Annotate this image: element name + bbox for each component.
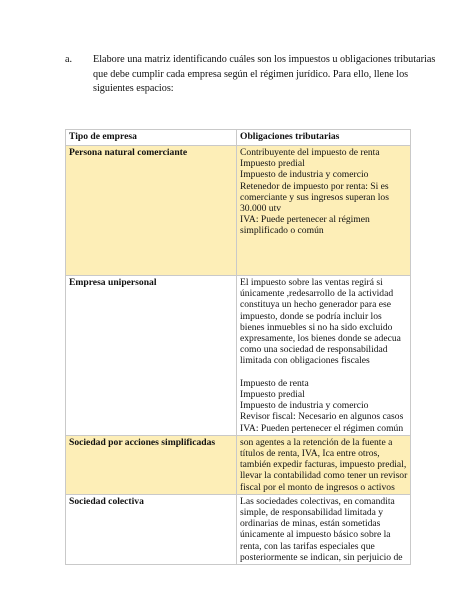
obligations-cell: El impuesto sobre las ventas regirá si únicamente ,redesarrollo de la actividad constituya un hecho generador para ese impuesto, donde se podría incluir los bienes inmuebles si no ha sido excluido expresamente, los bienes donde se adecua como una sociedad de responsabilidad limitada con obligaciones fiscales Impuesto de renta Impuesto predial Impuesto de industria y comercio Revisor fiscal: Necesario en algunos casos IVA: Pueden pertenecer el régimen común: [237, 276, 411, 436]
obligations-cell: son agentes a la retención de la fuente a títulos de renta, IVA, Ica entre otros, también expedir facturas, impuesto predial, llevar la contabilidad como tener un revisor fiscal por el monto de ingresos o activos: [237, 435, 411, 494]
table-header-row: [66, 130, 411, 146]
obligations-cell: Contribuyente del impuesto de renta Impuesto predial Impuesto de industria y comercio Retenedor de impuesto por renta: Si es comerciante y sus ingresos superan los 30.000 utv IVA: Puede pertenecer al régimen simplificado o común: [237, 146, 411, 276]
tax-obligations-matrix: [65, 129, 411, 565]
column-header-company-type: Tipo de empresa: [66, 130, 237, 146]
company-type-cell: Sociedad colectiva: [66, 494, 237, 564]
table-row: [66, 494, 411, 564]
instruction-line: Elabore una matriz identificando cuáles son los impuestos u obligaciones tributarias: [93, 54, 436, 65]
company-type-cell: Empresa unipersonal: [66, 276, 237, 436]
company-type-cell: Sociedad por acciones simplificadas: [66, 435, 237, 494]
table-row: [66, 276, 411, 436]
instruction-line: siguientes espacios:: [93, 83, 174, 94]
instruction-line: que debe cumplir cada empresa según el régimen jurídico. Para ello, llene los: [93, 68, 409, 80]
list-marker: a.: [65, 54, 73, 65]
table-row: [66, 435, 411, 494]
instruction-paragraph: [65, 53, 436, 97]
company-type-cell: Persona natural comerciante: [66, 146, 237, 276]
obligations-cell: Las sociedades colectivas, en comandita simple, de responsabilidad limitada y ordinarias de minas, están sometidas únicamente al impuesto básico sobre la renta, con las tarifas especiales que posteriormente se indican, sin perjuicio de: [237, 494, 411, 564]
table-row: [66, 146, 411, 276]
column-header-tax-obligations: Obligaciones tributarias: [237, 130, 411, 146]
